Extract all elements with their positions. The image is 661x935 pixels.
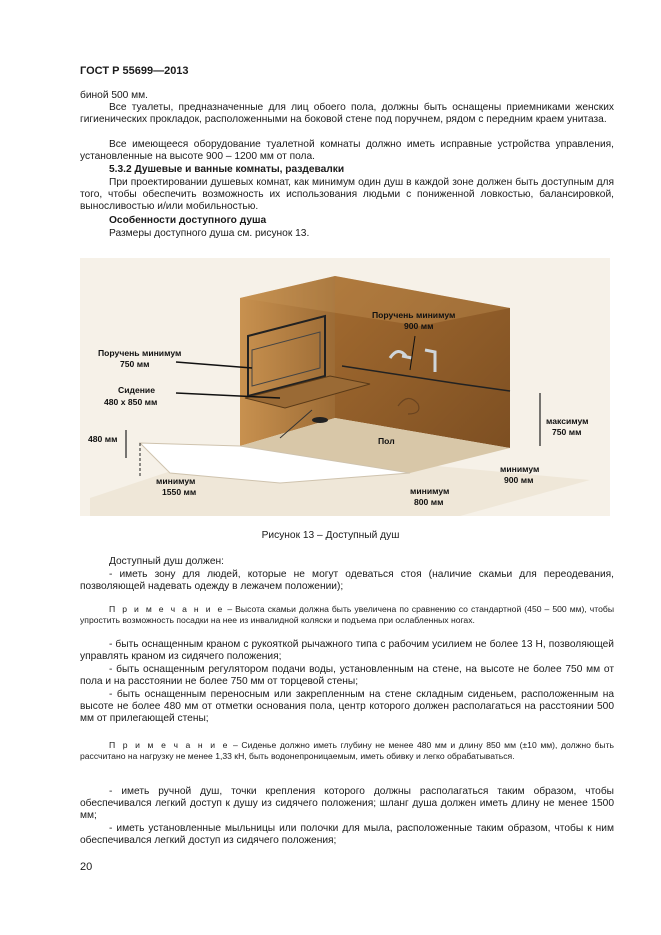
paragraph-continuation: биной 500 мм. <box>80 90 149 101</box>
label-seat-line1: Сидение <box>118 385 155 395</box>
label-min-1550-line2: 1550 мм <box>162 487 197 497</box>
label-rail-750-line2: 750 мм <box>120 359 150 369</box>
note-label: П р и м е ч а н и е <box>109 604 225 614</box>
label-floor: Пол <box>378 436 395 446</box>
label-min-800-line2: 800 мм <box>414 497 444 507</box>
label-max-750-line2: 750 мм <box>552 427 582 437</box>
label-height-480: 480 мм <box>88 434 118 444</box>
paragraph-see-figure: Размеры доступного душа см. рисунок 13. <box>109 228 310 239</box>
label-rail-900-line1: Поручень минимум <box>372 310 456 320</box>
note-bench-height <box>80 604 614 626</box>
note-text: – Сиденье должно иметь глубину не менее 480 мм и длину 850 мм (±10 мм), должно быть рассчитано на нагрузку не менее 1,33 кН, быть водонепроницаемым, иметь обивку и легко обрабатываться. <box>80 740 614 761</box>
label-seat-line2: 480 х 850 мм <box>104 397 158 407</box>
label-min-1550-line1: минимум <box>156 476 196 486</box>
label-rail-900-line2: 900 мм <box>404 321 434 331</box>
floor-drain <box>312 417 328 423</box>
paragraph-shower-design: При проектировании душевых комнат, как минимум один душ в каждой зоне должен быть доступным для того, чтобы обеспечить возможность их использования людьми с пониженной ловкостью, балансировкой, выносливостью и/или мобильностью. <box>80 177 614 213</box>
label-min-800-line1: минимум <box>410 486 450 496</box>
list-item-folding-seat: - быть оснащенным переносным или закрепленным на стене складным сиденьем, расположенным на высоте не более 480 мм от отметки основания пола, центр которого должен располагаться на расстоянии 500 мм от прилегающей стены; <box>80 689 614 725</box>
shower-illustration <box>80 258 610 516</box>
label-min-900-line2: 900 мм <box>504 475 534 485</box>
list-item-soap-dish: - иметь установленные мыльницы или полочки для мыла, расположенные таким образом, чтобы к ним обеспечивался легкий доступ из сидячего положения; <box>80 823 614 847</box>
document-header: ГОСТ Р 55699—2013 <box>80 65 189 77</box>
note-seat-dimensions <box>80 740 614 762</box>
list-item-water-regulator: - быть оснащенным регулятором подачи воды, установленным на стене, на высоте не более 750 мм от пола и на расстоянии не более 750 мм от торцевой стены; <box>80 664 614 688</box>
label-min-900-line1: минимум <box>500 464 540 474</box>
figure-caption: Рисунок 13 – Доступный душ <box>261 530 400 541</box>
subheading-accessible-shower: Особенности доступного душа <box>109 215 267 226</box>
list-item-hand-shower: - иметь ручной душ, точки крепления которого должны располагаться таким образом, чтобы обеспечивался легкий доступ к душу из сидячего положения; шланг душа должен иметь длину не менее 1500 мм; <box>80 786 614 822</box>
list-item-dressing-zone: - иметь зону для людей, которые не могут одеваться стоя (наличие скамьи для переодевания, позволяющей надевать одежду в лежачем положении); <box>80 569 614 593</box>
paragraph-toilets: Все туалеты, предназначенные для лиц обоего пола, должны быть оснащены приемниками женских гигиенических прокладок, расположенными на боковой стене под поручнем, рядом с передним краем унитаза. <box>80 102 614 126</box>
label-rail-750-line1: Поручень минимум <box>98 348 182 358</box>
section-heading-5-3-2: 5.3.2 Душевые и ванные комнаты, раздевалки <box>109 164 345 175</box>
label-max-750-line1: максимум <box>546 416 589 426</box>
note-text: – Высота скамьи должна быть увеличена по сравнению со стандартной (450 – 500 мм), чтобы упростить возможность посадки на нее из инвалидной коляски и подъема при ослабленных ногах. <box>80 604 615 625</box>
paragraph-equipment: Все имеющееся оборудование туалетной комнаты должно иметь исправные устройства управления, установленные на высоте 900 – 1200 мм от пола. <box>80 139 614 163</box>
list-item-lever-tap: - быть оснащенным краном с рукояткой рычажного типа с рабочим усилием не более 13 Н, позволяющей управлять краном из сидячего положения; <box>80 639 614 663</box>
paragraph-shower-must: Доступный душ должен: <box>109 556 224 567</box>
page-number: 20 <box>80 861 93 873</box>
figure-accessible-shower <box>80 258 610 516</box>
note-label: П р и м е ч а н и е <box>109 740 230 750</box>
